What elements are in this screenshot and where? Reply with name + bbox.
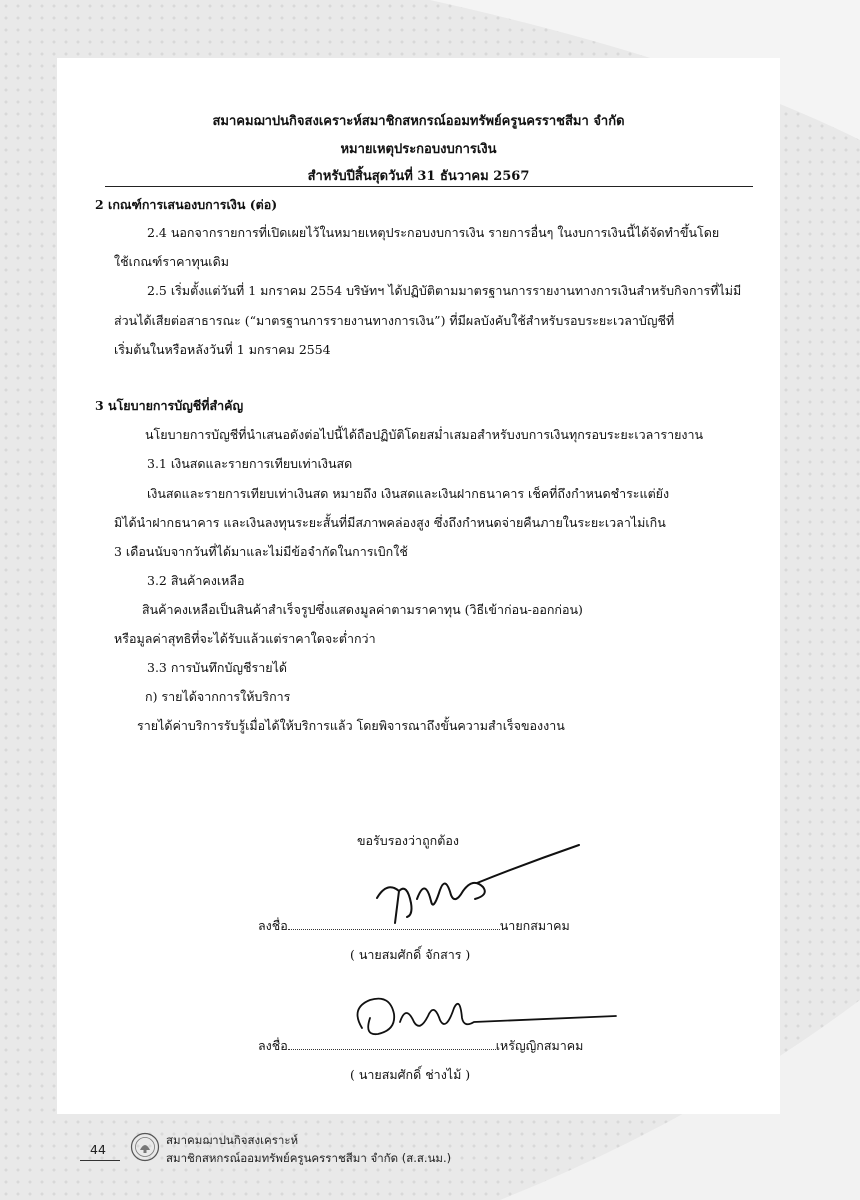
signer1-title: นายกสมาคม [499, 918, 570, 933]
footer-org-line2: สมาชิกสหกรณ์ออมทรัพย์ครูนครราชสีมา จำกัด (ส.ส.นม.) [166, 1151, 452, 1165]
doc-title-notes: หมายเหตุประกอบงบการเงิน [340, 142, 497, 157]
subsection-3-2-line2: หรือมูลค่าสุทธิที่จะได้รับแล้วแต่ราคาใดจะต่ำกว่า [114, 631, 376, 646]
paragraph-2-5-line1: 2.5 เริ่มตั้งแต่วันที่ 1 มกราคม 2554 บริษัทฯ ได้ปฏิบัติตามมาตรฐานการรายงานทางการเงินสำหรับกิจการที่ไม่มี [147, 283, 742, 298]
dotted-line-1 [288, 920, 500, 930]
signature-line-2 [258, 1036, 583, 1056]
signer2-title: เหรัญญิกสมาคม [495, 1038, 584, 1053]
subsection-3-2-line1: สินค้าคงเหลือเป็นสินค้าสำเร็จรูปซึ่งแสดงมูลค่าตามราคาทุน (วิธีเข้าก่อน-ออกก่อน) [142, 602, 583, 617]
dotted-line-2 [288, 1040, 496, 1050]
section3-intro: นโยบายการบัญชีที่นำเสนอดังต่อไปนี้ได้ถือปฏิบัติโดยสม่ำเสมอสำหรับงบการเงินทุกรอบระยะเวลารายงาน [145, 427, 704, 442]
paragraph-2-4-line2: ใช้เกณฑ์ราคาทุนเดิม [114, 254, 229, 269]
paragraph-2-5-line3: เริ่มต้นในหรือหลังวันที่ 1 มกราคม 2554 [114, 342, 331, 357]
signature-line-1 [258, 916, 570, 936]
signer1-name: ( นายสมศักดิ์ จักสาร ) [350, 947, 471, 962]
page-number: 44 [90, 1142, 106, 1157]
page-footer [0, 1120, 860, 1200]
subsection-3-3-title: 3.3 การบันทึกบัญชีรายได้ [147, 660, 287, 675]
subsection-3-3-line1: รายได้ค่าบริการรับรู้เมื่อได้ให้บริการแล้ว โดยพิจารณาถึงขั้นความสำเร็จของงาน [137, 718, 565, 733]
sign-label-1: ลงชื่อ [258, 918, 288, 933]
paragraph-2-4-line1: 2.4 นอกจากรายการที่เปิดเผยไว้ในหมายเหตุประกอบงบการเงิน รายการอื่นๆ ในงบการเงินนี้ได้จัดทำขึ้นโดย [147, 225, 720, 240]
page-number-underline [80, 1160, 120, 1161]
subsection-3-3-sub: ก) รายได้จากการให้บริการ [145, 689, 291, 704]
subsection-3-1-line2: มิได้นำฝากธนาคาร และเงินลงทุนระยะสั้นที่มีสภาพคล่องสูง ซึ่งถึงกำหนดจ่ายคืนภายในระยะเวลาไม่เกิน [114, 515, 666, 530]
section2-heading: 2 เกณฑ์การเสนองบการเงิน (ต่อ) [95, 197, 278, 212]
subsection-3-1-line1: เงินสดและรายการเทียบเท่าเงินสด หมายถึง เงินสดและเงินฝากธนาคาร เช็คที่ถึงกำหนดชำระแต่ยัง [147, 486, 670, 501]
association-seal-icon [130, 1132, 160, 1162]
subsection-3-1-title: 3.1 เงินสดและรายการเทียบเท่าเงินสด [147, 456, 353, 471]
paragraph-2-5-line2: ส่วนได้เสียต่อสาธารณะ (“มาตรฐานการรายงานทางการเงิน”) ที่มีผลบังคับใช้สำหรับรอบระยะเวลาบัญชีที่ [114, 313, 675, 328]
section3-heading: 3 นโยบายการบัญชีที่สำคัญ [95, 398, 244, 413]
footer-org-line1: สมาคมฌาปนกิจสงเคราะห์ [166, 1133, 299, 1147]
header-divider [105, 186, 753, 187]
certification-text: ขอรับรองว่าถูกต้อง [357, 833, 459, 848]
sign-label-2: ลงชื่อ [258, 1038, 288, 1053]
signer2-name: ( นายสมศักดิ์ ช่างไม้ ) [350, 1067, 471, 1082]
document-page [57, 58, 780, 1114]
doc-title-period: สำหรับปีสิ้นสุดวันที่ 31 ธันวาคม 2567 [307, 169, 530, 184]
subsection-3-2-title: 3.2 สินค้าคงเหลือ [147, 573, 245, 588]
subsection-3-1-line3: 3 เดือนนับจากวันที่ได้มาและไม่มีข้อจำกัดในการเบิกใช้ [114, 544, 408, 559]
doc-title-org: สมาคมฌาปนกิจสงเคราะห์สมาชิกสหกรณ์ออมทรัพย์ครูนครราชสีมา จำกัด [212, 114, 625, 129]
